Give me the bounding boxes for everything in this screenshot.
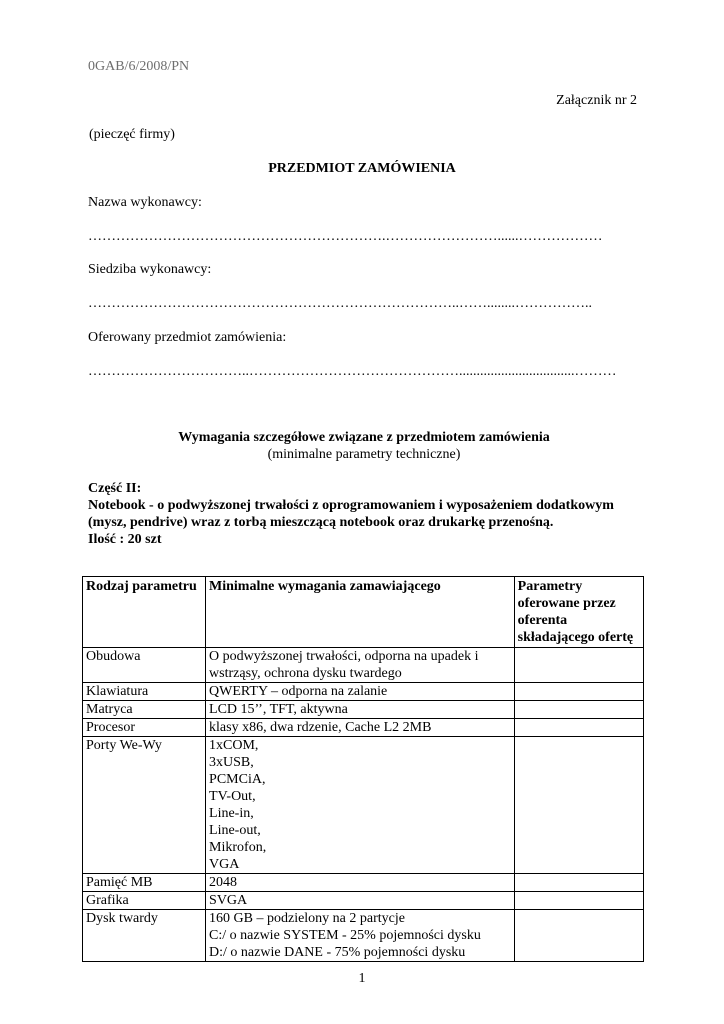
requirement-cell xyxy=(206,910,515,962)
company-stamp-label: (pieczęć firmy) xyxy=(89,127,175,142)
document-reference: 0GAB/6/2008/PN xyxy=(88,59,190,74)
contractor-seat-label: Siedziba wykonawcy: xyxy=(88,262,212,277)
spec-table xyxy=(82,576,644,962)
param-name-cell: Pamięć MB xyxy=(83,874,206,892)
offered-value-cell[interactable] xyxy=(514,701,643,719)
param-name-cell: Dysk twardy xyxy=(83,910,206,962)
table-row xyxy=(83,701,644,719)
offered-value-cell[interactable] xyxy=(514,719,643,737)
requirement-line: klasy x86, dwa rdzenie, Cache L2 2MB xyxy=(209,720,432,735)
requirements-subtitle: (minimalne parametry techniczne) xyxy=(267,447,461,462)
offered-value-cell[interactable] xyxy=(514,648,643,683)
requirement-line: 3xUSB, xyxy=(209,755,254,770)
param-name-cell: Porty We-Wy xyxy=(83,737,206,874)
table-header-row xyxy=(83,577,644,648)
requirements-title: Wymagania szczegółowe związane z przedmiotem zamówienia xyxy=(178,430,550,445)
param-name-cell: Procesor xyxy=(83,719,206,737)
part-desc-line: Notebook - o podwyższonej trwałości z oprogramowaniem i wyposażeniem dodatkowym xyxy=(88,498,614,513)
table-row xyxy=(83,737,644,874)
header-offered xyxy=(514,577,643,648)
table-row xyxy=(83,910,644,962)
requirement-line: O podwyższonej trwałości, odporna na upadek i xyxy=(209,649,479,664)
requirement-line: VGA xyxy=(209,857,240,872)
part-label: Część II: xyxy=(88,481,142,496)
table-row xyxy=(83,648,644,683)
requirement-cell xyxy=(206,719,515,737)
requirement-line: Line-out, xyxy=(209,823,261,838)
page-number: 1 xyxy=(358,971,366,986)
offered-value-cell[interactable] xyxy=(514,737,643,874)
table-row xyxy=(83,683,644,701)
requirement-line: Mikrofon, xyxy=(209,840,267,855)
requirement-line: 160 GB – podzielony na 2 partycje xyxy=(209,911,405,926)
requirement-line: wstrząsy, ochrona dysku twardego xyxy=(209,666,402,681)
header-requirements: Minimalne wymagania zamawiającego xyxy=(206,577,515,648)
header-offered-line: składającego ofertę xyxy=(517,630,634,645)
header-offered-line: oferenta xyxy=(517,613,568,628)
part-description xyxy=(88,480,648,548)
requirement-cell xyxy=(206,683,515,701)
requirement-line: 1xCOM, xyxy=(209,738,259,753)
offered-item-label: Oferowany przedmiot zamówienia: xyxy=(88,330,287,345)
requirement-line: SVGA xyxy=(209,893,248,908)
requirement-line: D:/ o nazwie DANE - 75% pojemności dysku xyxy=(209,945,466,960)
annex-number: Załącznik nr 2 xyxy=(556,93,637,108)
page-title: PRZEDMIOT ZAMÓWIENIA xyxy=(268,161,456,176)
offered-value-cell[interactable] xyxy=(514,892,643,910)
requirement-line: C:/ o nazwie SYSTEM - 25% pojemności dysku xyxy=(209,928,481,943)
requirement-line: PCMCiA, xyxy=(209,772,266,787)
param-name-cell: Obudowa xyxy=(83,648,206,683)
header-offered-line: oferowane przez xyxy=(517,596,616,611)
offered-value-cell[interactable] xyxy=(514,910,643,962)
param-name-cell: Matryca xyxy=(83,701,206,719)
header-offered-line: Parametry xyxy=(517,579,583,594)
offered-value-cell[interactable] xyxy=(514,874,643,892)
param-name-cell: Grafika xyxy=(83,892,206,910)
requirement-line: 2048 xyxy=(209,875,238,890)
requirement-line: TV-Out, xyxy=(209,789,256,804)
requirement-cell xyxy=(206,892,515,910)
quantity: Ilość : 20 szt xyxy=(88,532,162,547)
offered-value-cell[interactable] xyxy=(514,683,643,701)
contractor-name-field: ……………………………………………………….……………………......……………… xyxy=(88,229,603,244)
requirement-cell xyxy=(206,648,515,683)
table-row xyxy=(83,719,644,737)
requirement-line: LCD 15’’, TFT, aktywna xyxy=(209,702,348,717)
table-row xyxy=(83,874,644,892)
requirement-line: QWERTY – odporna na zalanie xyxy=(209,684,388,699)
requirement-line: Line-in, xyxy=(209,806,254,821)
header-param: Rodzaj parametru xyxy=(83,577,206,648)
table-row xyxy=(83,892,644,910)
contractor-seat-field: ……………………………………………………………………..……........…………….. xyxy=(88,296,592,311)
spec-table-body xyxy=(83,648,644,962)
contractor-name-label: Nazwa wykonawcy: xyxy=(88,195,202,210)
requirement-cell xyxy=(206,737,515,874)
param-name-cell: Klawiatura xyxy=(83,683,206,701)
part-desc-line: (mysz, pendrive) wraz z torbą mieszczącą notebook oraz drukarkę przenośną. xyxy=(88,515,554,530)
requirement-cell xyxy=(206,874,515,892)
offered-item-field: ……………………………..……………………………………….................................……… xyxy=(88,364,617,379)
requirement-cell xyxy=(206,701,515,719)
